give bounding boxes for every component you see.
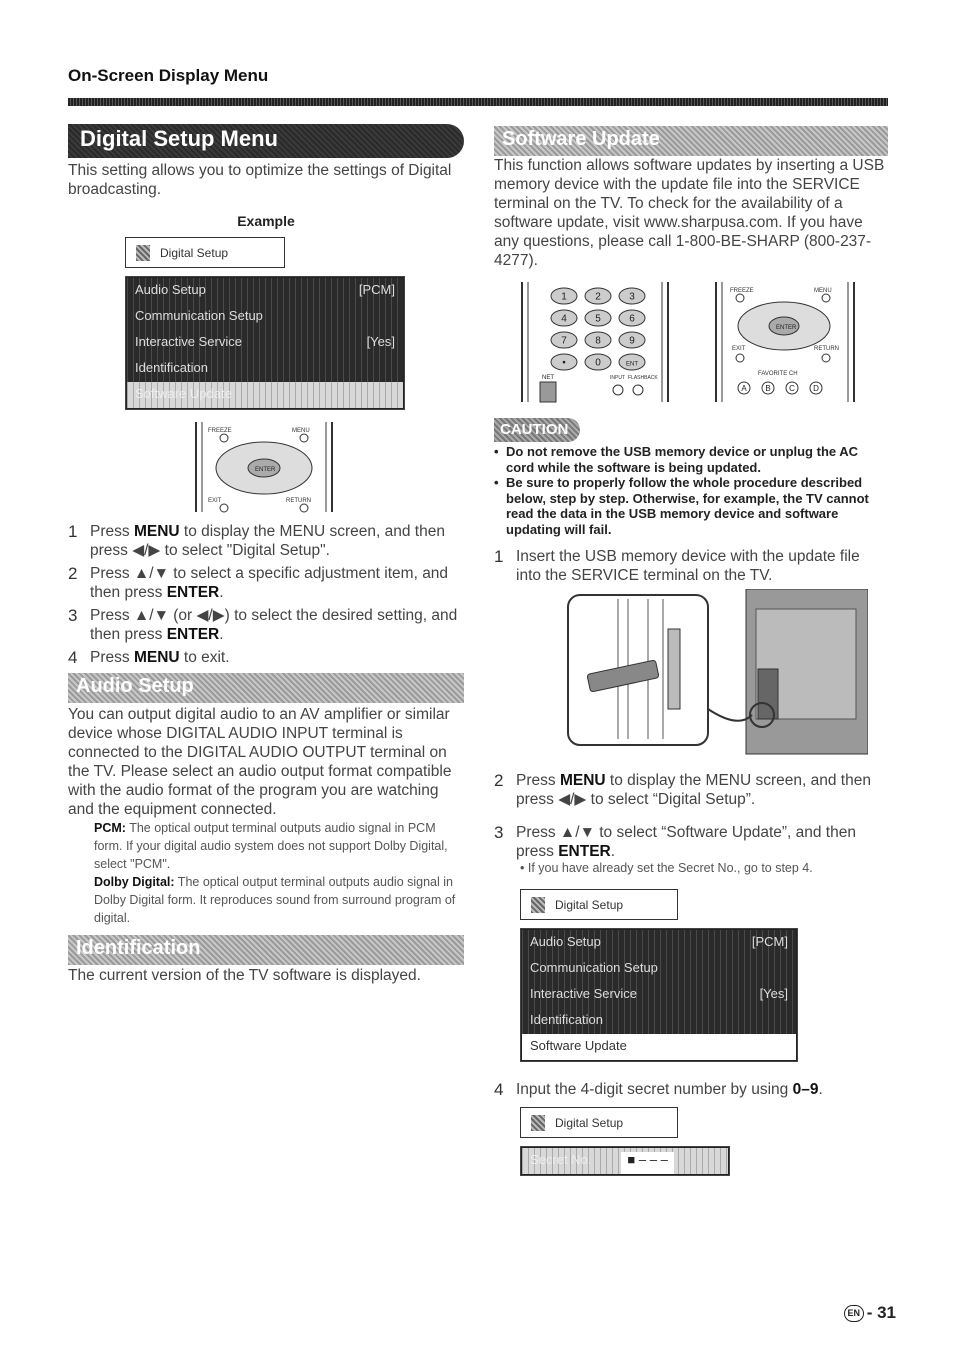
setup-icon xyxy=(136,245,150,261)
osd-menu-item: Software Update xyxy=(127,382,403,408)
digital-setup-steps xyxy=(68,522,464,667)
step-item: 3 Press ▲/▼ (or ◀/▶) to select the desired setting, and then press ENTER. xyxy=(68,606,458,643)
remote-illustration-nav xyxy=(68,422,464,522)
osd-title-label: Digital Setup xyxy=(160,246,229,260)
svg-text:FAVORITE CH: FAVORITE CH xyxy=(758,371,798,377)
svg-text:FREEZE: FREEZE xyxy=(208,428,232,434)
svg-text:INPUT: INPUT xyxy=(610,375,625,381)
remote-key-label: 1 xyxy=(561,291,567,303)
remote-nav-favorite-icon xyxy=(714,282,864,407)
svg-text:FREEZE: FREEZE xyxy=(730,288,754,294)
update-step-1: 1 Insert the USB memory device with the update file into the SERVICE terminal on the TV. xyxy=(494,547,860,584)
osd-menu-item-selected: Software Update xyxy=(522,1034,796,1060)
remote-key-label: 9 xyxy=(629,335,635,347)
svg-text:FLASHBACK: FLASHBACK xyxy=(628,375,658,381)
svg-text:C: C xyxy=(789,384,795,393)
step-item: 2 Press ▲/▼ to select a specific adjustment item, and then press ENTER. xyxy=(68,564,449,601)
audio-setup-body: You can output digital audio to an AV amplifier or similar device whose DIGITAL AUDIO INPUT terminal is connected to the DIGITAL AUDIO OUTPUT terminal on the TV. Please select an audio output format compatible with the audio format of the program you are watching and the equipment connected. xyxy=(68,706,452,818)
header-divider xyxy=(68,98,888,106)
caution-item: • Be sure to properly follow the whole procedure described below, step by step. Otherwise, for example, the TV cannot read the data in the USB memory device and software updating will fail. xyxy=(494,475,869,537)
caution-item: • Do not remove the USB memory device or unplug the AC cord while the software is being updated. xyxy=(494,444,859,475)
setup-icon xyxy=(531,897,545,913)
setup-icon xyxy=(531,1115,545,1131)
example-label: Example xyxy=(237,213,295,229)
update-step-4: 4 Input the 4-digit secret number by using 0–9. xyxy=(494,1080,823,1099)
note-dolby: Dolby Digital: The optical output terminal outputs audio signal in Dolby Digital form. It reproduces sound from surround program of digital. xyxy=(94,875,456,925)
secret-number-box xyxy=(520,1146,730,1176)
svg-text:B: B xyxy=(765,384,771,393)
remote-key-label: 2 xyxy=(595,291,601,303)
remote-illustrations xyxy=(494,282,888,412)
section-title-identification: Identification xyxy=(68,935,464,965)
svg-text:RETURN: RETURN xyxy=(286,498,311,504)
step-item: 1 Press MENU to display the MENU screen, and then press ◀/▶ to select "Digital Setup". xyxy=(68,522,445,559)
svg-text:D: D xyxy=(813,384,819,393)
secret-number-row xyxy=(522,1148,728,1174)
osd-title-box xyxy=(520,1107,678,1138)
svg-text:RETURN: RETURN xyxy=(814,346,839,352)
section-title-software-update: Software Update xyxy=(494,126,888,156)
remote-key-label: 0 xyxy=(595,357,601,369)
remote-key-label: ENT xyxy=(626,361,638,368)
svg-text:A: A xyxy=(741,384,747,393)
note-pcm: PCM: The optical output terminal outputs audio signal in PCM form. If your digital audio system does not support Dolby Digital, select "PCM". xyxy=(94,821,448,871)
osd-menu xyxy=(520,928,798,1062)
secret-number-label: Secret No. xyxy=(530,1152,592,1167)
page-number: EN - 31 xyxy=(844,1303,896,1323)
language-badge: EN xyxy=(844,1305,864,1322)
right-column xyxy=(494,126,888,1176)
update-step-2: 2 Press MENU to display the MENU screen, and then press ◀/▶ to select “Digital Setup”. xyxy=(494,771,871,808)
identification-body: The current version of the TV software is displayed. xyxy=(68,967,421,984)
remote-key-label: 4 xyxy=(561,313,567,325)
section-title-digital-setup: Digital Setup Menu xyxy=(68,124,464,158)
osd-menu-item: Communication Setup xyxy=(127,304,403,330)
remote-nav-icon xyxy=(194,422,354,517)
section-title-audio-setup: Audio Setup xyxy=(68,673,464,703)
osd-menu xyxy=(125,276,405,410)
svg-text:MENU: MENU xyxy=(814,288,832,294)
digital-setup-intro: This setting allows you to optimize the settings of Digital broadcasting. xyxy=(68,162,452,198)
remote-key-label: 7 xyxy=(561,335,567,347)
remote-key-label: 6 xyxy=(629,313,635,325)
osd-menu-item: Audio Setup [PCM] xyxy=(522,930,796,956)
svg-text:EXIT: EXIT xyxy=(208,498,222,504)
osd-title-box xyxy=(520,889,678,920)
remote-key-label: 5 xyxy=(595,313,601,325)
secret-number-value: ■ – – – xyxy=(621,1152,673,1174)
svg-text:EXIT: EXIT xyxy=(732,346,746,352)
osd-title-box xyxy=(125,237,285,268)
osd-title-label: Digital Setup xyxy=(555,898,624,912)
osd-menu-item: Interactive Service [Yes] xyxy=(522,982,796,1008)
osd-menu-item: Audio Setup [PCM] xyxy=(127,278,403,304)
caution-title: CAUTION xyxy=(494,418,580,442)
svg-text:ENTER: ENTER xyxy=(776,325,797,331)
osd-menu-item: Identification xyxy=(127,356,403,382)
remote-key-label: 3 xyxy=(629,291,635,303)
left-column xyxy=(68,124,464,985)
osd-title-label: Digital Setup xyxy=(555,1116,624,1130)
remote-number-keys-icon xyxy=(520,282,680,407)
software-update-body: This function allows software updates by inserting a USB memory device with the update file into the SERVICE terminal on the TV. To check for the availability of a software update, visit www.sharpusa.com. If you have any questions, please call 1-800-BE-SHARP (800-237-4277). xyxy=(494,157,885,269)
usb-insert-illustration xyxy=(538,589,868,759)
remote-key-label: • xyxy=(562,357,566,369)
caution-list xyxy=(494,444,888,537)
osd-menu-item: Interactive Service [Yes] xyxy=(127,330,403,356)
remote-key-label: 8 xyxy=(595,335,601,347)
svg-text:ENTER: ENTER xyxy=(255,467,276,473)
step-item: 4 Press MENU to exit. xyxy=(68,648,230,667)
update-step-3: 3 Press ▲/▼ to select “Software Update”, and then press ENTER. xyxy=(494,823,856,860)
osd-menu-item: Communication Setup xyxy=(522,956,796,982)
osd-menu-item: Identification xyxy=(522,1008,796,1034)
update-step-3-note: • If you have already set the Secret No., go to step 4. xyxy=(520,861,813,875)
page-title: On-Screen Display Menu xyxy=(68,66,269,85)
svg-text:MENU: MENU xyxy=(292,428,310,434)
svg-text:NET: NET xyxy=(542,375,554,381)
